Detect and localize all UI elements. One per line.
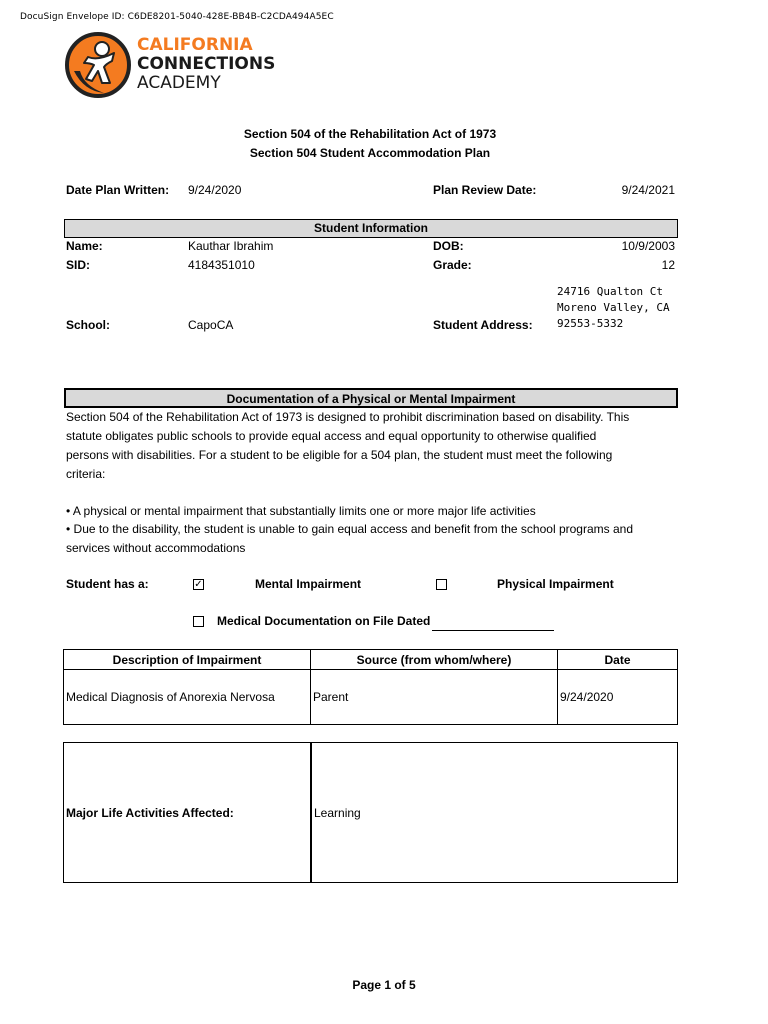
header-source: Source (from whom/where): [311, 650, 558, 670]
activities-value: Learning: [311, 743, 678, 883]
page-number: Page 1 of 5: [352, 978, 416, 992]
bullet-2-line-2: services without accommodations: [66, 541, 246, 555]
doc-title: Section 504 of the Rehabilitation Act of 1973: [243, 127, 497, 141]
sid-value: 4184351010: [188, 258, 255, 272]
logo-line-2: CONNECTIONS: [137, 54, 276, 74]
school-value: CapoCA: [188, 318, 234, 332]
student-has-label: Student has a:: [66, 577, 149, 591]
table-header-row: [64, 650, 678, 670]
medical-documentation-checkbox[interactable]: [193, 616, 204, 627]
student-address: [557, 284, 670, 332]
cell-description: Medical Diagnosis of Anorexia Nervosa: [64, 670, 311, 725]
name-value: Kauthar Ibrahim: [188, 239, 274, 253]
student-info-header: Student Information: [64, 219, 678, 238]
impairment-table: [63, 649, 678, 725]
dob-value: 10/9/2003: [621, 239, 675, 253]
header-description: Description of Impairment: [64, 650, 311, 670]
activities-table: [63, 742, 678, 883]
intro-line-1: Section 504 of the Rehabilitation Act of 1973 is designed to prohibit discrimination based on disability. This: [66, 410, 630, 424]
logo-wordmark: [137, 36, 275, 93]
review-date-value: 9/24/2021: [621, 183, 675, 197]
mental-impairment-checkbox[interactable]: [193, 579, 204, 590]
medical-date-line[interactable]: [432, 630, 554, 631]
table-row: [64, 743, 678, 883]
criteria-bullet-2: [66, 520, 686, 558]
address-line-3: 92553-5332: [557, 317, 624, 330]
review-date-label: Plan Review Date:: [433, 183, 537, 197]
logo-line-3: ACADEMY: [137, 73, 221, 93]
address-line-1: 24716 Qualton Ct: [557, 285, 663, 298]
school-label: School:: [66, 318, 110, 332]
physical-impairment-label: Physical Impairment: [497, 577, 614, 591]
cell-date: 9/24/2020: [558, 670, 678, 725]
medical-documentation-label: Medical Documentation on File Dated: [217, 614, 431, 628]
date-written-label: Date Plan Written:: [66, 183, 170, 197]
header-date: Date: [558, 650, 678, 670]
address-label: Student Address:: [433, 318, 533, 332]
grade-label: Grade:: [433, 258, 472, 272]
name-label: Name:: [66, 239, 103, 253]
envelope-id: DocuSign Envelope ID: C6DE8201-5040-428E-BB4B-C2CDA494A5EC: [20, 12, 334, 22]
sid-label: SID:: [66, 258, 90, 272]
documentation-header: Documentation of a Physical or Mental Impairment: [64, 388, 678, 408]
physical-impairment-checkbox[interactable]: [436, 579, 447, 590]
mental-impairment-label: Mental Impairment: [255, 577, 362, 591]
criteria-bullet-1: • A physical or mental impairment that substantially limits one or more major life activities: [66, 504, 536, 518]
logo-line-1: CALIFORNIA: [137, 35, 253, 55]
dob-label: DOB:: [433, 239, 464, 253]
intro-line-3: persons with disabilities. For a student to be eligible for a 504 plan, the student must meet the following: [66, 448, 613, 462]
activities-label: Major Life Activities Affected:: [64, 743, 312, 883]
grade-value: 12: [661, 258, 675, 272]
intro-line-2: statute obligates public schools to provide equal access and equal opportunity to otherwise qualified: [66, 429, 597, 443]
address-line-2: Moreno Valley, CA: [557, 301, 670, 314]
academy-logo-icon: [64, 31, 134, 99]
doc-subtitle: Section 504 Student Accommodation Plan: [249, 146, 491, 160]
documentation-intro: [66, 408, 686, 484]
table-row: [64, 670, 678, 725]
check-mark-icon: ✓: [194, 579, 203, 590]
cell-source: Parent: [311, 670, 558, 725]
date-written-value: 9/24/2020: [188, 183, 242, 197]
intro-line-4: criteria:: [66, 467, 106, 481]
bullet-2-line-1: • Due to the disability, the student is unable to gain equal access and benefit from the school programs and: [66, 522, 633, 536]
